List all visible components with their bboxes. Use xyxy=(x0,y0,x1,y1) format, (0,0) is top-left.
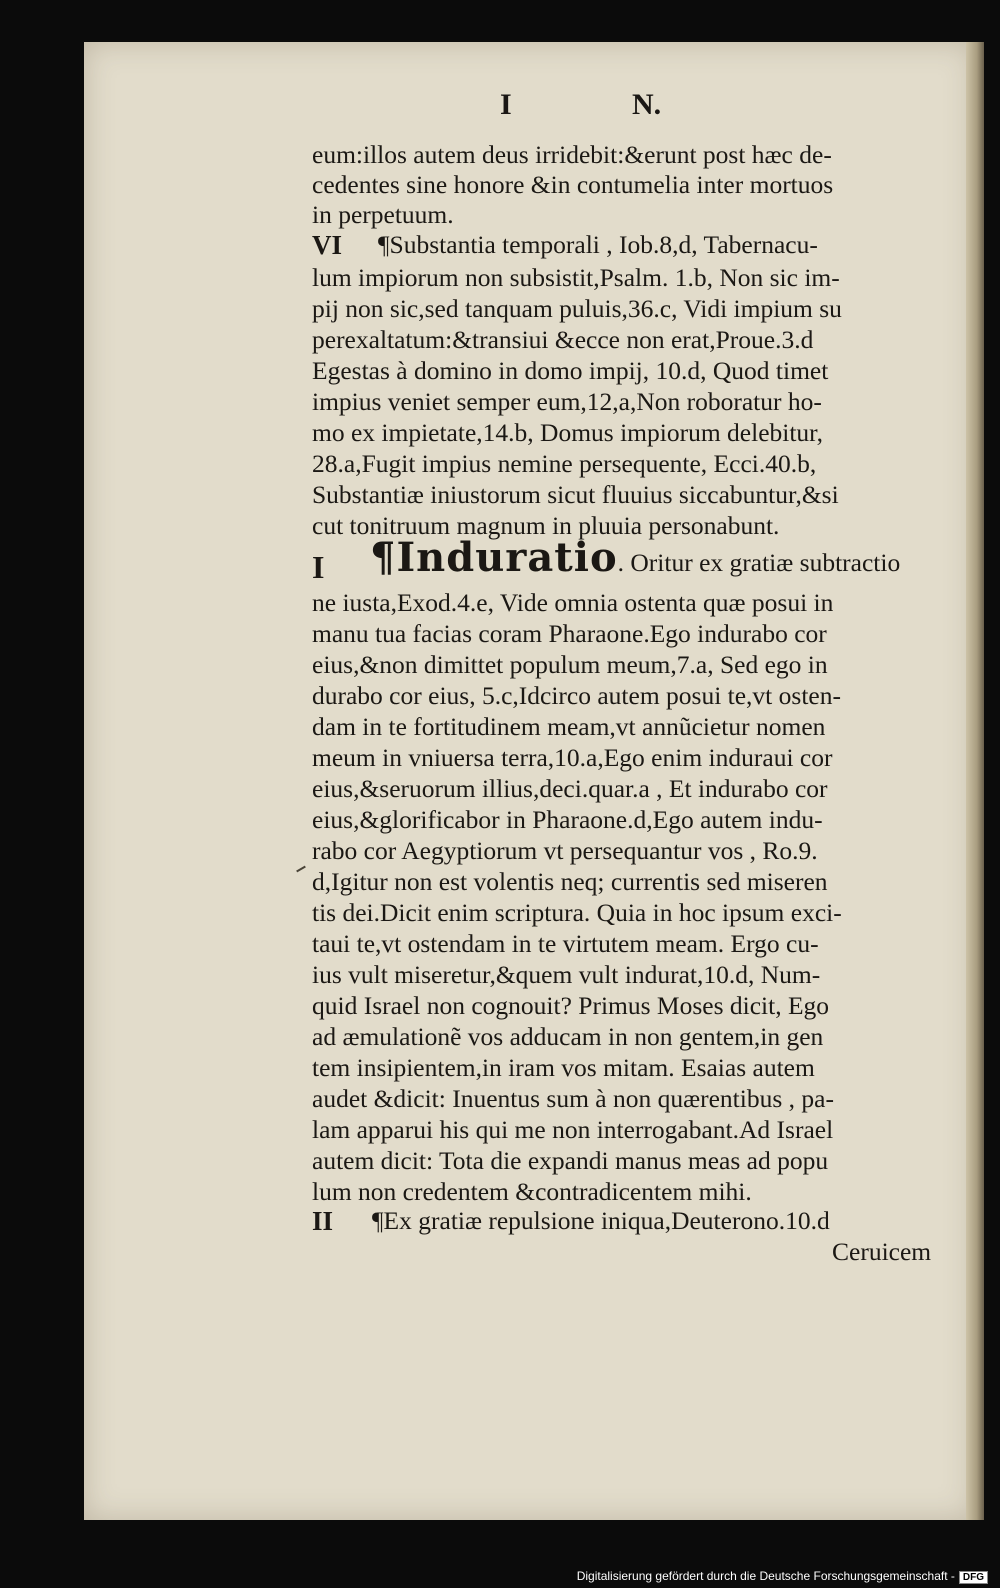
text-line: audet &dicit: Inuentus sum à non quærentibus , pa- xyxy=(312,1084,834,1113)
text-line: lum impiorum non subsistit,Psalm. 1.b, Non sic im- xyxy=(312,263,840,292)
text-line: perexaltatum:&transiui &ecce non erat,Proue.3.d xyxy=(312,325,814,354)
text-line: in perpetuum. xyxy=(312,200,454,229)
text-line: dam in te fortitudinem meam,vt annũcietur nomen xyxy=(312,712,826,741)
header-letter-n: N. xyxy=(632,88,662,121)
digitization-credit xyxy=(577,1569,988,1584)
text-line: eum:illos autem deus irridebit:&erunt post hæc de- xyxy=(312,140,832,169)
text-line: lum non credentem &contradicentem mihi. xyxy=(312,1177,752,1206)
text-line: ad æmulationẽ vos adducam in non gentem,in gen xyxy=(312,1022,824,1051)
text-line: lam apparui his qui me non interrogabant.Ad Israel xyxy=(312,1115,834,1144)
section-number-i: I xyxy=(312,549,325,585)
text-line: mo ex impietate,14.b, Domus impiorum delebitur, xyxy=(312,418,824,447)
catchword: Ceruicem xyxy=(832,1237,932,1266)
pilcrow-mark: ¶ xyxy=(370,534,397,581)
page-edge xyxy=(966,42,984,1520)
section-number-ii: II xyxy=(312,1206,334,1236)
text-line: quid Israel non cognouit? Primus Moses dicit, Ego xyxy=(312,991,830,1020)
entry-heading xyxy=(370,534,901,581)
text-line: cedentes sine honore &in contumelia inter mortuos xyxy=(312,170,834,199)
text-line: d,Igitur non est volentis neq; currentis sed miseren xyxy=(312,867,828,896)
text-line: autem dicit: Tota die expandi manus meas ad popu xyxy=(312,1146,829,1175)
text-line: Substantiæ iniustorum sicut fluuius siccabuntur,&si xyxy=(312,480,839,509)
text-line: eius,&seruorum illius,deci.quar.a , Et indurabo cor xyxy=(312,774,828,803)
text-line: manu tua facias coram Pharaone.Ego indurabo cor xyxy=(312,619,827,648)
text-line: meum in vniuersa terra,10.a,Ego enim induraui cor xyxy=(312,743,833,772)
text-line: impius veniet semper eum,12,a,Non roboratur ho- xyxy=(312,387,822,416)
text-line: ius vult miseretur,&quem vult indurat,10.d, Num- xyxy=(312,960,821,989)
text-line: ¶Ex gratiæ repulsione iniqua,Deuterono.10.d xyxy=(372,1206,830,1235)
heading-word: Induratio xyxy=(396,534,618,581)
text-line: rabo cor Aegyptiorum vt persequantur vos , Ro.9. xyxy=(312,836,818,865)
dfg-logo: DFG xyxy=(959,1571,988,1584)
text-line: Egestas à domino in domo impij, 10.d, Quod timet xyxy=(312,356,829,385)
header-letter-i: I xyxy=(500,88,512,121)
text-line: 28.a,Fugit impius nemine persequente, Ecci.40.b, xyxy=(312,449,817,478)
text-line: durabo cor eius, 5.c,Idcirco autem posui te,vt osten- xyxy=(312,681,841,710)
text-line: tem insipientem,in iram vos mitam. Esaias autem xyxy=(312,1053,815,1082)
text-line: ¶Substantia temporali , Iob.8,d, Tabernacu- xyxy=(378,230,818,259)
text-line: cut tonitruum magnum in pluuia personabunt. xyxy=(312,511,780,540)
text-line: tis dei.Dicit enim scriptura. Quia in hoc ipsum exci- xyxy=(312,898,842,927)
text-line: eius,&non dimittet populum meum,7.a, Sed ego in xyxy=(312,650,828,679)
text-line: eius,&glorificabor in Pharaone.d,Ego autem indu- xyxy=(312,805,823,834)
text-line: pij non sic,sed tanquam puluis,36.c, Vidi impium su xyxy=(312,294,842,323)
credit-text: Digitalisierung gefördert durch die Deutsche Forschungsgemeinschaft - xyxy=(576,1569,955,1583)
text-line: ne iusta,Exod.4.e, Vide omnia ostenta quæ posui in xyxy=(312,588,834,617)
text-line: . Oritur ex gratiæ subtractio xyxy=(617,548,901,577)
section-number-vi: VI xyxy=(312,230,343,260)
text-line: taui te,vt ostendam in te virtutem meam. Ergo cu- xyxy=(312,929,819,958)
